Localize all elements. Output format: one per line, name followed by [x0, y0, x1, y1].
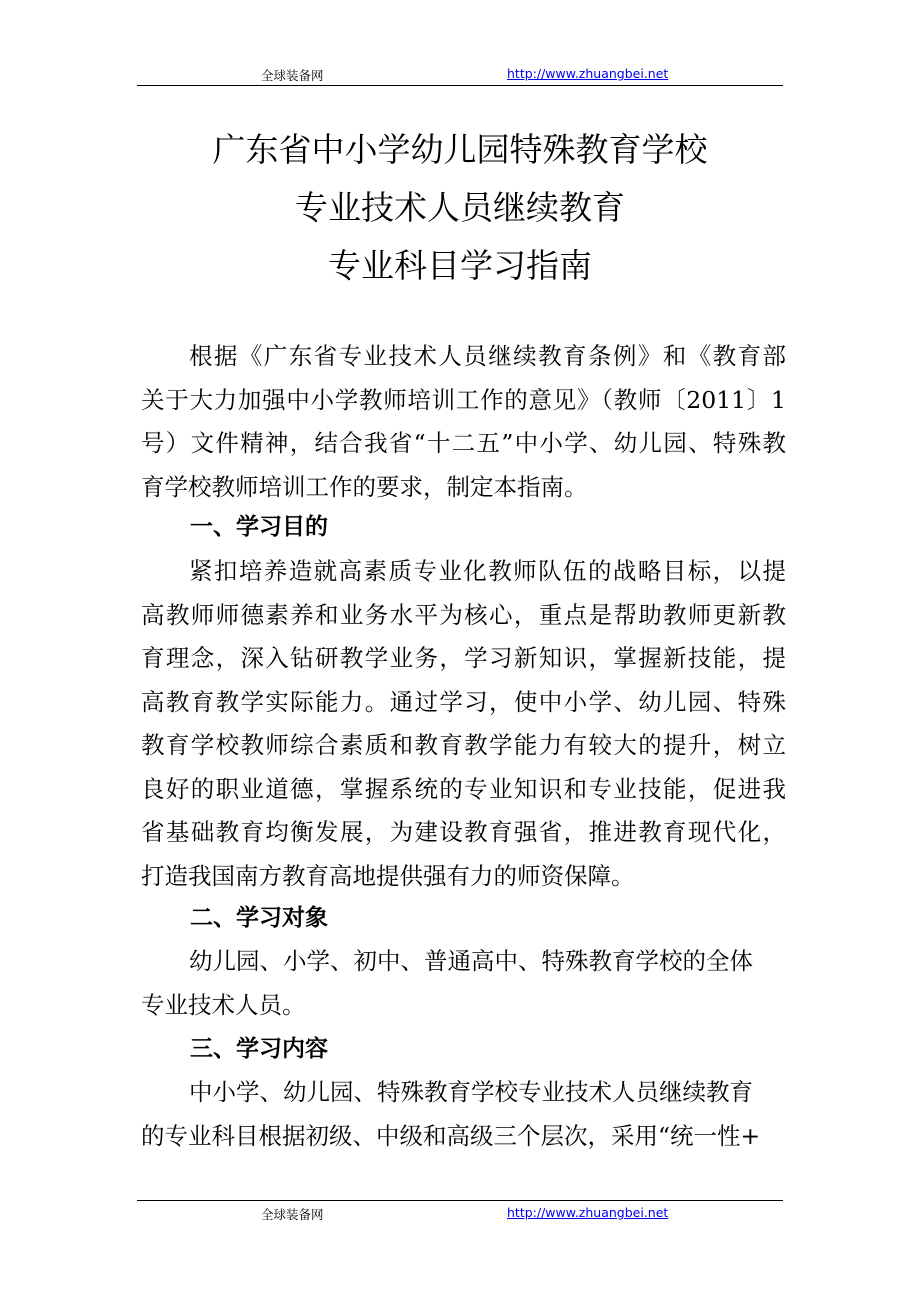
- section-heading-purpose: 一、学习目的: [190, 514, 328, 540]
- text-line: 省基础教育均衡发展，为建设教育强省，推进教育现代化，: [141, 818, 786, 846]
- text-line: 高教师师德素养和业务水平为核心，重点是帮助教师更新教: [141, 600, 786, 629]
- text-line: 关于大力加强中小学教师培训工作的意见》（教师〔2011〕1: [141, 385, 786, 414]
- text-line: 紧扣培养造就高素质专业化教师队伍的战略目标，以提: [189, 557, 786, 585]
- text-line: 打造我国南方教育高地提供强有力的师资保障。: [141, 861, 635, 890]
- title-line-2: 专业技术人员继续教育: [295, 188, 625, 227]
- target-paragraph: [141, 940, 786, 1027]
- title-line-3: 专业科目学习指南: [328, 246, 592, 285]
- page-header: [137, 66, 783, 86]
- footer-url-link[interactable]: http://www.zhuangbei.net: [507, 1205, 669, 1220]
- intro-paragraph: [141, 335, 786, 509]
- text-line: 良好的职业道德，掌握系统的专业知识和专业技能，促进我: [141, 774, 786, 803]
- purpose-paragraph: [141, 550, 786, 898]
- text-line: 专业技术人员。: [141, 990, 306, 1019]
- text-line: 号）文件精神，结合我省“十二五”中小学、幼儿园、特殊教: [141, 429, 786, 457]
- text-line: 育理念，深入钻研教学业务，学习新知识，掌握新技能，提: [141, 644, 786, 672]
- section-heading-target: 二、学习对象: [190, 905, 328, 931]
- footer-site-name: 全球装备网: [261, 1207, 324, 1222]
- page-footer: [137, 1205, 783, 1225]
- text-line: 高教育教学实际能力。通过学习，使中小学、幼儿园、特殊: [141, 687, 786, 716]
- footer-rule: [137, 1200, 783, 1201]
- header-rule: [137, 85, 783, 86]
- text-line: 的专业科目根据初级、中级和高级三个层次，采用“统一性+: [141, 1121, 761, 1150]
- content-paragraph: [141, 1071, 786, 1158]
- text-line: 幼儿园、小学、初中、普通高中、特殊教育学校的全体: [189, 947, 753, 975]
- header-url-link[interactable]: http://www.zhuangbei.net: [507, 66, 669, 81]
- text-line: 根据《广东省专业技术人员继续教育条例》和《教育部: [189, 342, 786, 370]
- header-site-name: 全球装备网: [261, 68, 324, 83]
- section-heading-content: 三、学习内容: [190, 1036, 328, 1062]
- title-line-1: 广东省中小学幼儿园特殊教育学校: [212, 130, 708, 169]
- text-line: 教育学校教师综合素质和教育教学能力有较大的提升，树立: [141, 731, 786, 759]
- text-line: 育学校教师培训工作的要求，制定本指南。: [141, 472, 588, 501]
- text-line: 中小学、幼儿园、特殊教育学校专业技术人员继续教育: [189, 1078, 753, 1106]
